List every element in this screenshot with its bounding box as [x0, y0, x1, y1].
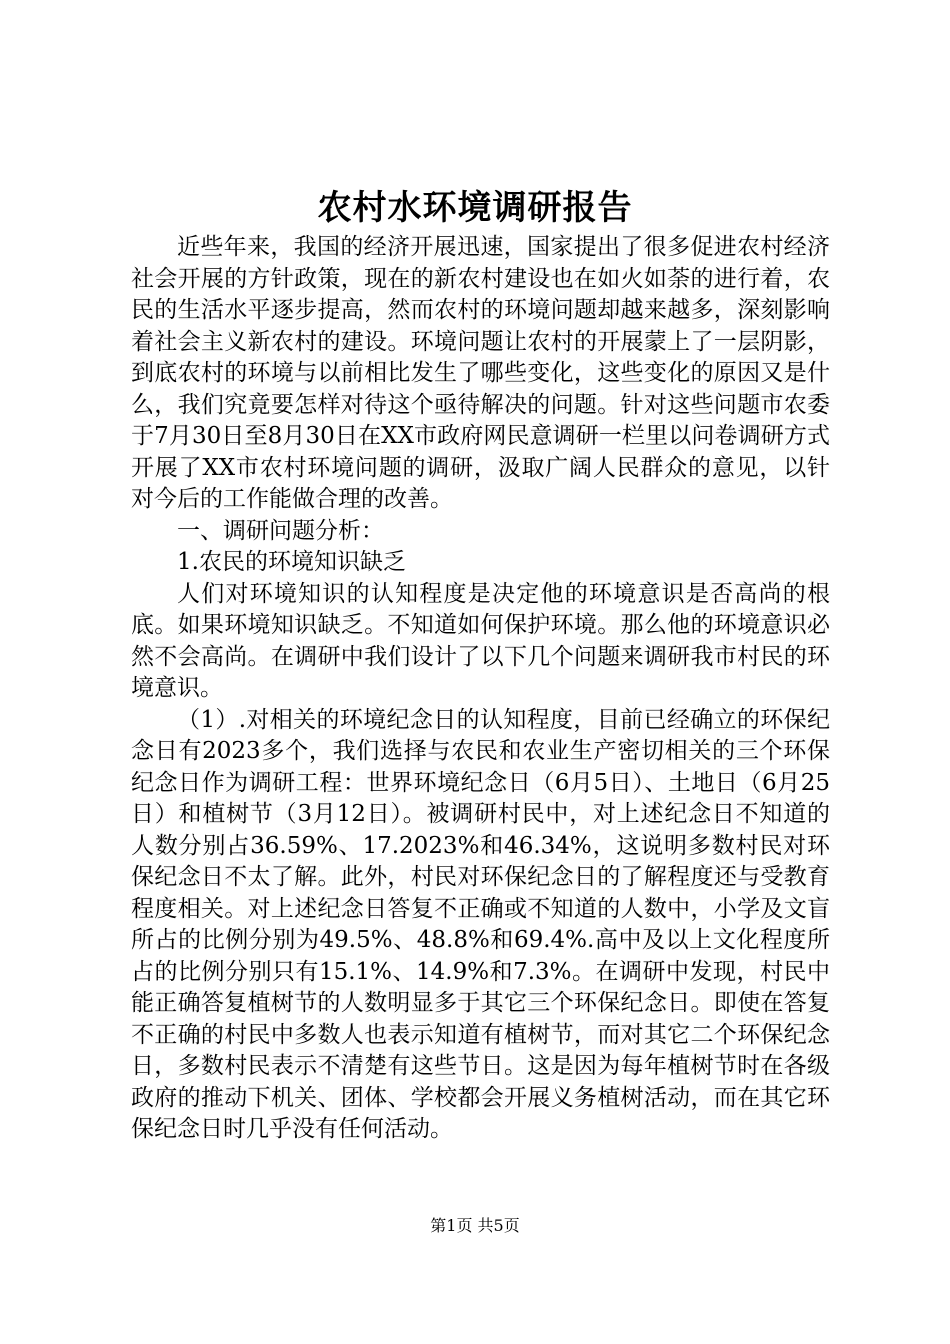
subsection-heading: 1.农民的环境知识缺乏 — [177, 549, 406, 575]
document-body — [131, 232, 830, 1146]
body-paragraph: 人们对环境知识的认知程度是决定他的环境意识是否高尚的根底。如果环境知识缺乏。不知道如何保护环境。那么他的环境意识必然不会高尚。在调研中我们设计了以下几个问题来调研我市村民的环境意识。 — [131, 580, 830, 701]
document-title: 农村水环境调研报告 — [317, 188, 633, 228]
body-paragraph: （1）.对相关的环境纪念日的认知程度，目前已经确立的环保纪念日有2023多个，我们选择与农民和农业生产密切相关的三个环保纪念日作为调研工程：世界环境纪念日（6月5日）、土地日（6月25日）和植树节（3月12日）。被调研村民中，对上述纪念日不知道的人数分别占36.59%、17.2023%和46.34%，这说明多数村民对环保纪念日不太了解。此外，村民对环保纪念日的了解程度还与受教育程度相关。对上述纪念日答复不正确或不知道的人数中，小学及文盲所占的比例分别为49.5%、48.8%和69.4%.高中及以上文化程度所占的比例分别只有15.1%、14.9%和7.3%。在调研中发现，村民中能正确答复植树节的人数明显多于其它三个环保纪念日。即使在答复不正确的村民中多数人也表示知道有植树节，而对其它二个环保纪念日，多数村民表示不清楚有这些节日。这是因为每年植树节时在各级政府的推动下机关、团体、学校都会开展义务植树活动，而在其它环保纪念日时几乎没有任何活动。 — [131, 706, 830, 1142]
intro-paragraph: 近些年来，我国的经济开展迅速，国家提出了很多促进农村经济社会开展的方针政策，现在的新农村建设也在如火如荼的进行着，农民的生活水平逐步提高，然而农村的环境问题却越来越多，深刻影响着社会主义新农村的建设。环境问题让农村的开展蒙上了一层阴影，到底农村的环境与以前相比发生了哪些变化，这些变化的原因又是什么，我们究竟要怎样对待这个亟待解决的问题。针对这些问题市农委于7月30日至8月30日在XX市政府网民意调研一栏里以问卷调研方式开展了XX市农村环境问题的调研，汲取广阔人民群众的意见，以针对今后的工作能做合理的改善。 — [131, 234, 830, 512]
section-heading: 一、调研问题分析： — [177, 517, 384, 544]
page-footer: 第1页 共5页 — [430, 1216, 520, 1235]
